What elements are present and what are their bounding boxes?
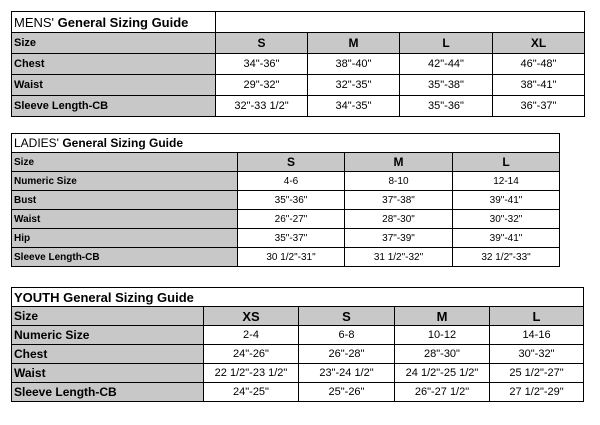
table-row — [12, 364, 584, 383]
ladies-title-prefix: LADIES' — [14, 136, 59, 150]
table-row — [12, 191, 560, 210]
mens-size-label: Size — [12, 33, 216, 54]
mens-table-title — [12, 12, 216, 33]
ladies-size-header: S — [238, 153, 345, 172]
mens-cell: 34"-36" — [216, 54, 308, 75]
table-row — [12, 153, 560, 172]
youth-cell: 25 1/2"-27" — [490, 364, 584, 383]
ladies-size-label: Size — [12, 153, 238, 172]
youth-sizing-table — [11, 287, 584, 402]
youth-size-header: XS — [204, 307, 299, 326]
ladies-cell: 37"-38" — [345, 191, 453, 210]
mens-title-rest: General Sizing Guide — [54, 14, 189, 30]
youth-cell: 27 1/2"-29" — [490, 383, 584, 402]
youth-row-label: Sleeve Length-CB — [12, 383, 204, 402]
youth-cell: 24"-26" — [204, 345, 299, 364]
ladies-row-label: Numeric Size — [12, 172, 238, 191]
mens-cell: 36"-37" — [493, 96, 585, 117]
youth-cell: 10-12 — [395, 326, 490, 345]
table-row — [12, 210, 560, 229]
ladies-cell: 31 1/2"-32" — [345, 248, 453, 267]
mens-row-label: Chest — [12, 54, 216, 75]
youth-cell: 26"-27 1/2" — [395, 383, 490, 402]
table-row — [12, 248, 560, 267]
ladies-cell: 8-10 — [345, 172, 453, 191]
ladies-cell: 35"-37" — [238, 229, 345, 248]
ladies-cell: 39"-41" — [453, 191, 560, 210]
table-row — [12, 12, 585, 33]
youth-cell: 25"-26" — [299, 383, 395, 402]
table-row — [12, 288, 584, 307]
table-row — [12, 229, 560, 248]
ladies-cell: 30"-32" — [453, 210, 560, 229]
youth-row-label: Chest — [12, 345, 204, 364]
mens-cell: 32"-35" — [308, 75, 400, 96]
ladies-row-label: Hip — [12, 229, 238, 248]
youth-row-label: Waist — [12, 364, 204, 383]
ladies-cell: 30 1/2"-31" — [238, 248, 345, 267]
mens-size-header: M — [308, 33, 400, 54]
youth-cell: 23"-24 1/2" — [299, 364, 395, 383]
youth-cell: 14-16 — [490, 326, 584, 345]
ladies-cell: 12-14 — [453, 172, 560, 191]
mens-row-label: Waist — [12, 75, 216, 96]
mens-title-prefix: MENS' — [14, 14, 55, 30]
youth-cell: 22 1/2"-23 1/2" — [204, 364, 299, 383]
table-row — [12, 54, 585, 75]
mens-cell: 29"-32" — [216, 75, 308, 96]
youth-size-header: S — [299, 307, 395, 326]
mens-cell: 34"-35" — [308, 96, 400, 117]
youth-size-header: M — [395, 307, 490, 326]
ladies-table-title — [12, 134, 560, 153]
table-row — [12, 326, 584, 345]
table-row — [12, 172, 560, 191]
youth-size-label: Size — [12, 307, 204, 326]
ladies-cell: 37"-39" — [345, 229, 453, 248]
table-row — [12, 383, 584, 402]
ladies-cell: 32 1/2"-33" — [453, 248, 560, 267]
ladies-sizing-table — [11, 133, 560, 267]
ladies-row-label: Waist — [12, 210, 238, 229]
table-row — [12, 96, 585, 117]
table-row — [12, 345, 584, 364]
youth-table-title: YOUTH General Sizing Guide — [12, 288, 584, 307]
mens-title-blank — [216, 12, 585, 33]
ladies-row-label: Sleeve Length-CB — [12, 248, 238, 267]
mens-cell: 38"-41" — [493, 75, 585, 96]
mens-sizing-table — [11, 11, 585, 117]
ladies-cell: 4-6 — [238, 172, 345, 191]
ladies-cell: 39"-41" — [453, 229, 560, 248]
youth-cell: 28"-30" — [395, 345, 490, 364]
youth-cell: 2-4 — [204, 326, 299, 345]
ladies-cell: 35"-36" — [238, 191, 345, 210]
mens-cell: 42"-44" — [400, 54, 493, 75]
mens-row-label: Sleeve Length-CB — [12, 96, 216, 117]
mens-cell: 46"-48" — [493, 54, 585, 75]
ladies-title-rest: General Sizing Guide — [58, 136, 184, 150]
youth-size-header: L — [490, 307, 584, 326]
ladies-size-header: L — [453, 153, 560, 172]
ladies-row-label: Bust — [12, 191, 238, 210]
mens-size-header: S — [216, 33, 308, 54]
mens-cell: 32"-33 1/2" — [216, 96, 308, 117]
youth-cell: 24 1/2"-25 1/2" — [395, 364, 490, 383]
youth-cell: 26"-28" — [299, 345, 395, 364]
table-row — [12, 134, 560, 153]
mens-size-header: L — [400, 33, 493, 54]
youth-row-label: Numeric Size — [12, 326, 204, 345]
ladies-cell: 28"-30" — [345, 210, 453, 229]
mens-size-header: XL — [493, 33, 585, 54]
table-row — [12, 307, 584, 326]
table-row — [12, 75, 585, 96]
youth-cell: 6-8 — [299, 326, 395, 345]
youth-cell: 24"-25" — [204, 383, 299, 402]
table-row — [12, 33, 585, 54]
ladies-size-header: M — [345, 153, 453, 172]
youth-cell: 30"-32" — [490, 345, 584, 364]
mens-cell: 35"-36" — [400, 96, 493, 117]
mens-cell: 38"-40" — [308, 54, 400, 75]
mens-cell: 35"-38" — [400, 75, 493, 96]
ladies-cell: 26"-27" — [238, 210, 345, 229]
